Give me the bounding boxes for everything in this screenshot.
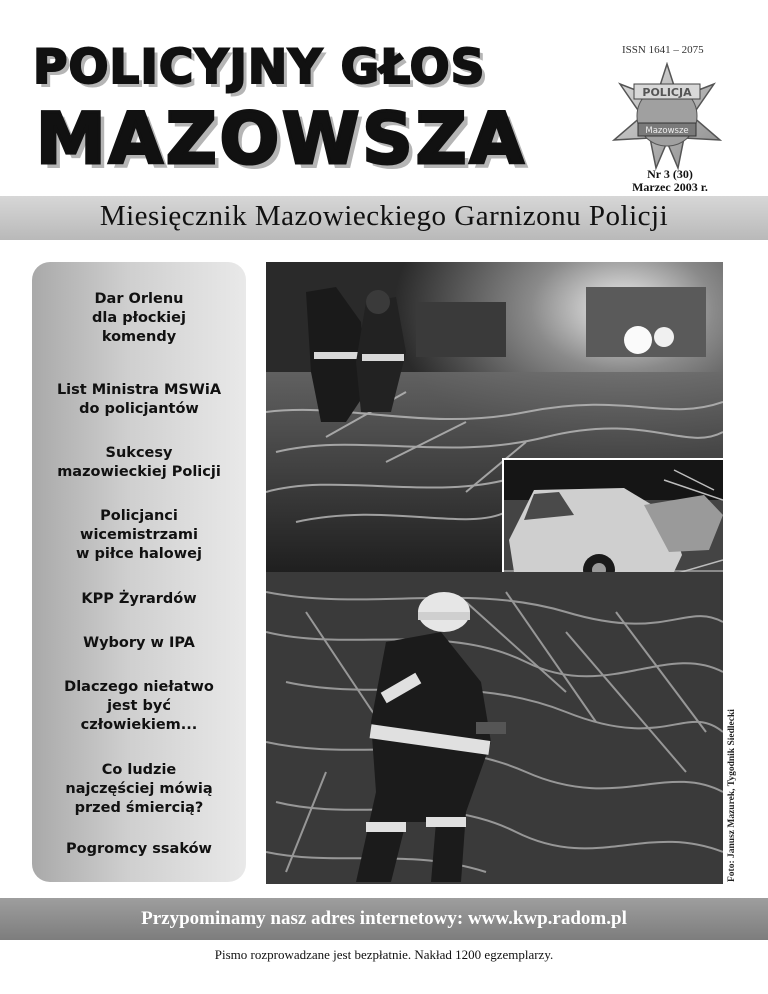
masthead-title-line1: POLICYJNY GŁOS	[33, 40, 486, 95]
badge-bottom-text: Mazowsze	[645, 126, 689, 136]
issue-number: Nr 3 (30)	[647, 167, 693, 181]
contents-item: Dar Orlenu dla płockiej komendy	[92, 291, 186, 345]
police-star-badge-icon	[608, 62, 726, 170]
contents-item: List Ministra MSWiA do policjantów	[56, 382, 222, 417]
contents-item: Policjanci wicemistrzami w piłce halowej	[76, 508, 202, 562]
contents-item: Pogromcy ssaków	[66, 841, 212, 857]
badge-top-text: POLICJA	[642, 86, 692, 99]
website-banner-text: Przypominamy nasz adres internetowy: www.kwp.radom.pl	[141, 908, 627, 929]
issue-info	[600, 168, 740, 194]
issue-date: Marzec 2003 r.	[632, 180, 708, 194]
masthead-title-line2: MAZOWSZA	[36, 98, 527, 180]
contents-item: KPP Żyrardów	[81, 591, 197, 607]
contents-item: Co ludzie najczęściej mówią przed śmiercią?	[65, 762, 213, 816]
issn-number: ISSN 1641 – 2075	[622, 44, 704, 56]
contents-item: Wybory w IPA	[83, 635, 195, 651]
contents-item: Dlaczego niełatwo jest być człowiekiem...	[64, 679, 214, 733]
footer-note: Pismo rozprowadzane jest bezpłatnie. Nakład 1200 egzemplarzy.	[214, 947, 554, 962]
photo-firefighter-tree	[266, 572, 723, 884]
magazine-subtitle: Miesięcznik Mazowieckiego Garnizonu Policji	[99, 200, 669, 232]
contents-item: Sukcesy mazowieckiej Policji	[57, 445, 221, 480]
photo-credit: Foto: Janusz Mazurek, Tygodnik Siedlecki	[727, 709, 737, 882]
